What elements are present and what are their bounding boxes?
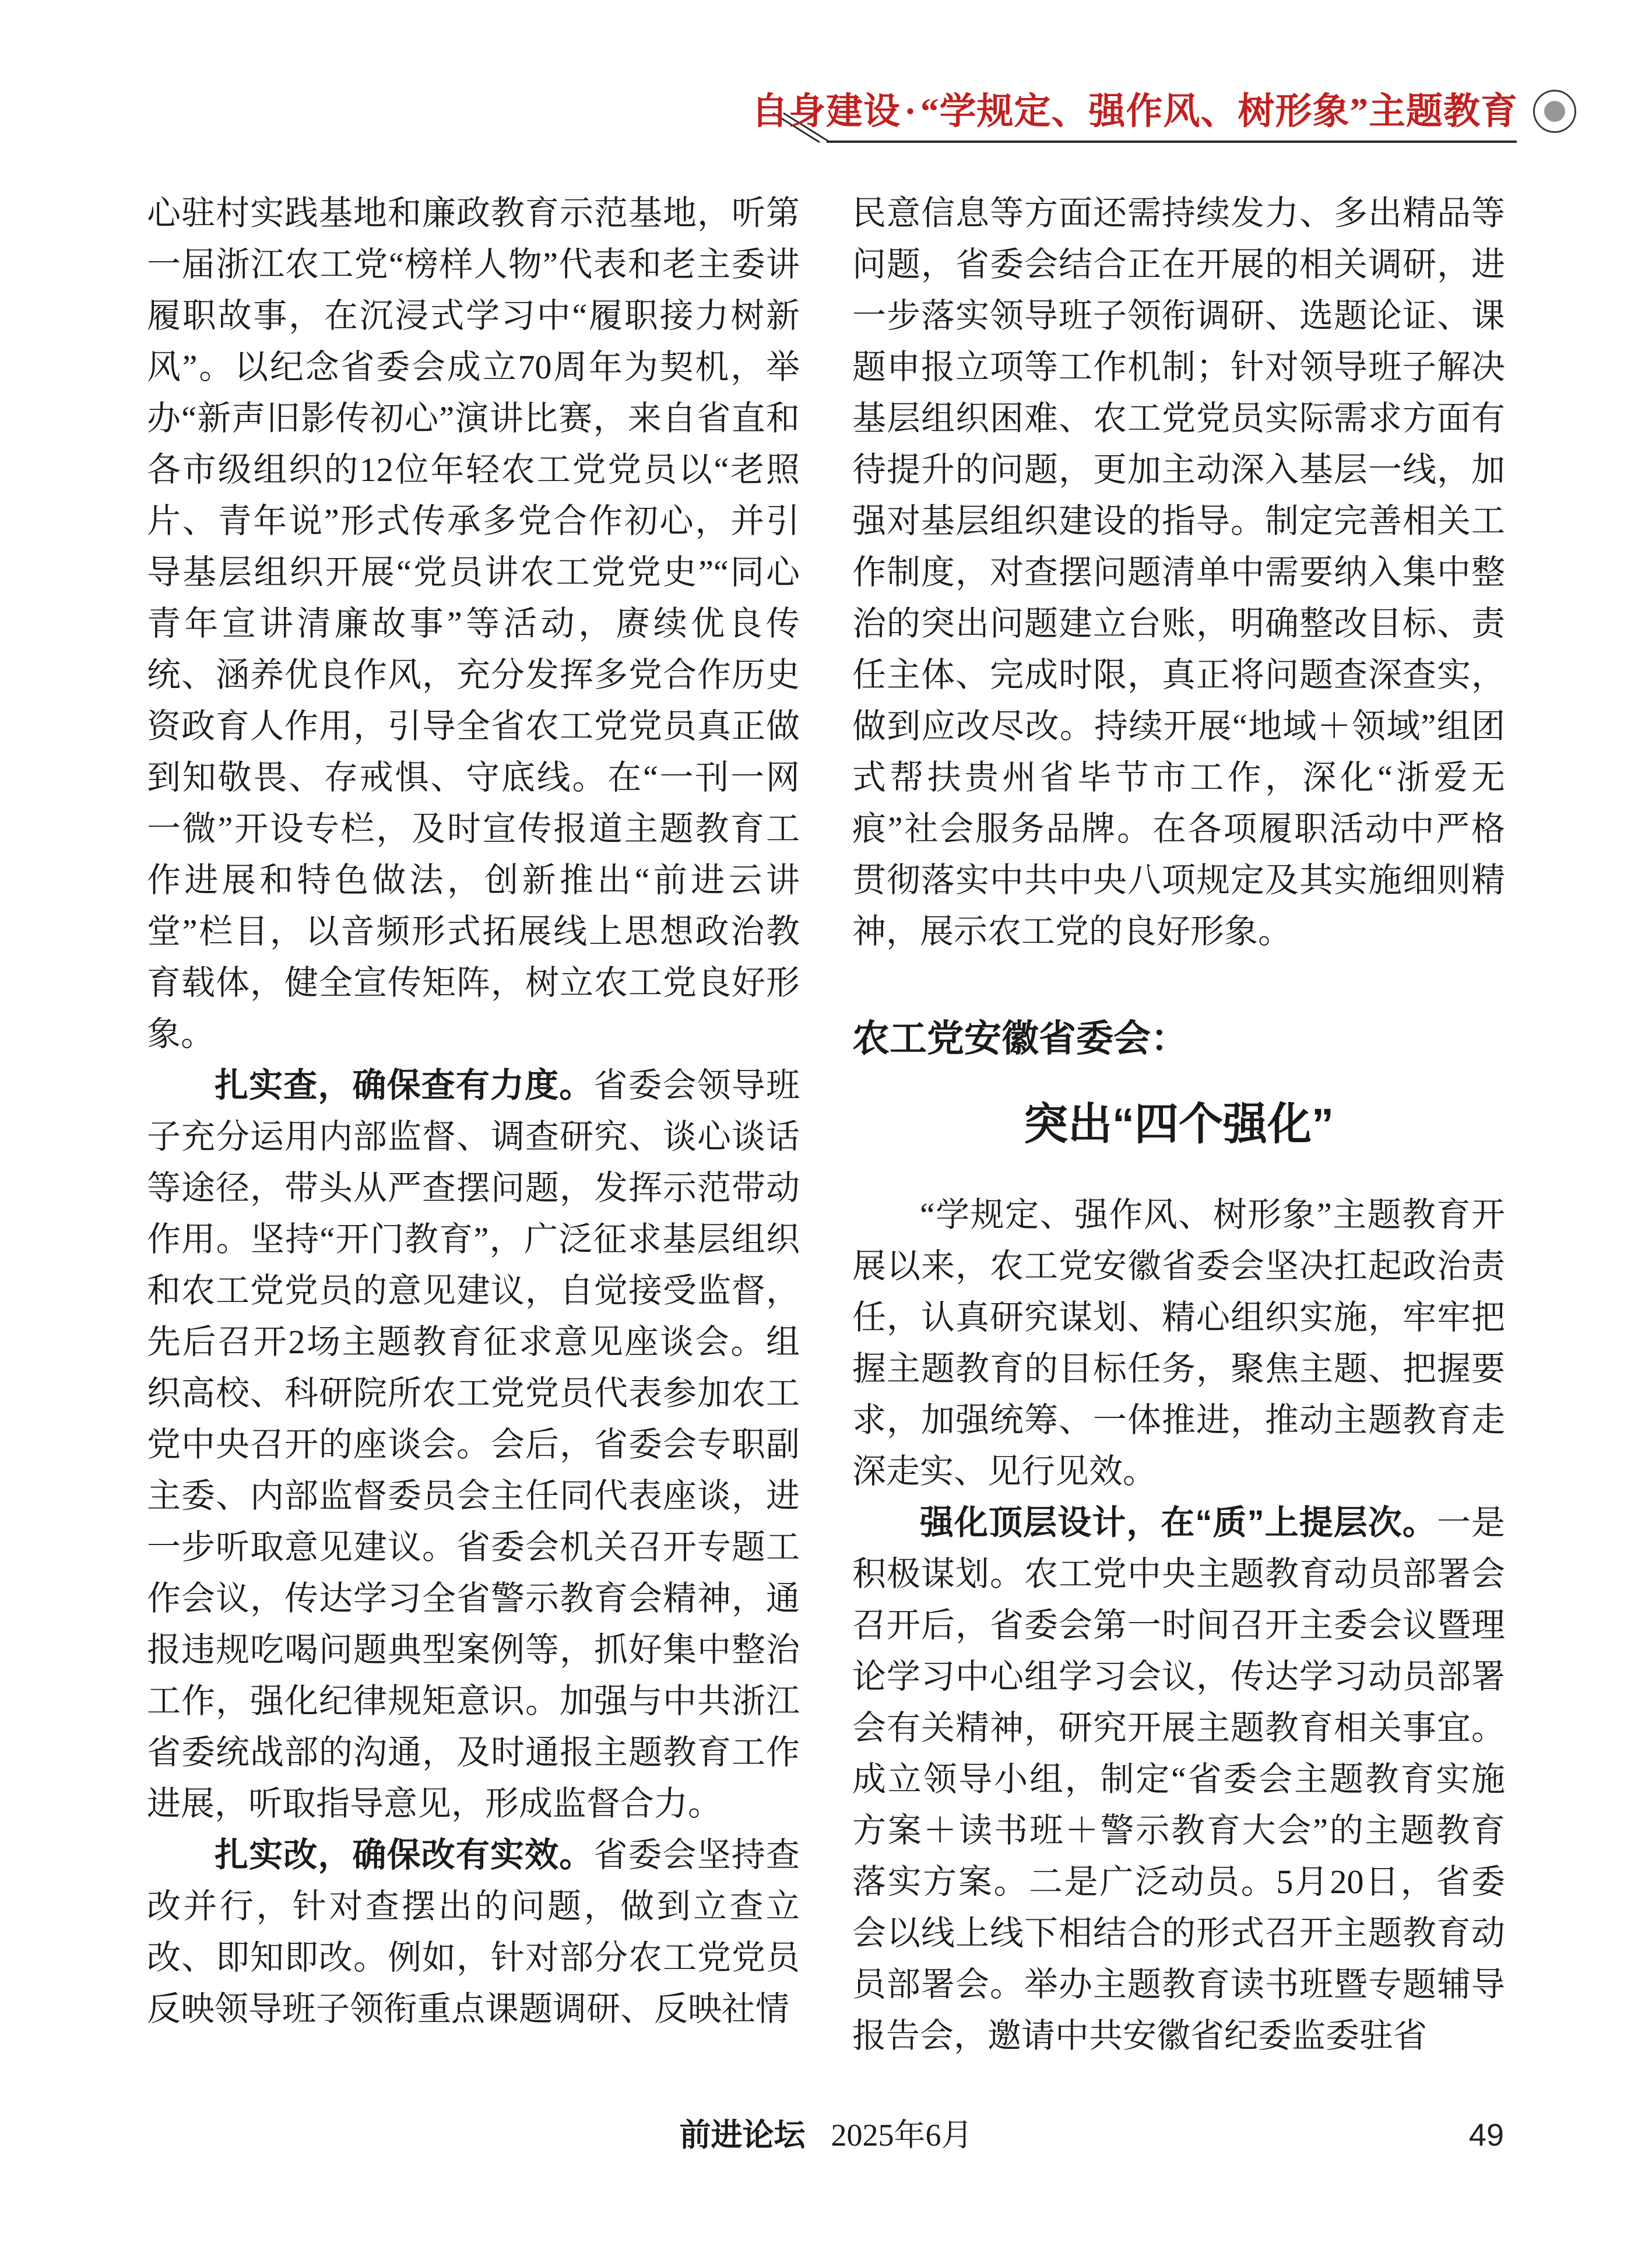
right-column [852, 188, 1505, 2062]
paragraph [147, 1830, 800, 2035]
article-kicker: 农工党安徽省委会： [852, 1017, 1188, 1059]
running-head [751, 86, 1576, 136]
left-column [147, 188, 800, 2035]
page-number: 49 [1468, 2118, 1504, 2153]
paragraph-continuation: 民意信息等方面还需持续发力、多出精品等问题，省委会结合正在开展的相关调研，进一步落实领导班子领衔调研、选题论证、课题申报立项等工作机制；针对领导班子解决基层组织困难、农工党党员实际需求方面有待提升的问题，更加主动深入基层一线，加强对基层组织建设的指导。制定完善相关工作制度，对查摆问题清单中需要纳入集中整治的突出问题建立台账，明确整改目标、责任主体、完成时限，真正将问题查深查实，做到应改尽改。持续开展“地域＋领域”组团式帮扶贵州省毕节市工作，深化“浙爱无痕”社会服务品牌。在各项履职活动中严格贯彻落实中共中央八项规定及其实施细则精神，展示农工党的良好形象。 [852, 194, 1505, 950]
paragraph: “学规定、强作风、树形象”主题教育开展以来，农工党安徽省委会坚决扛起政治责任，认真研究谋划、精心组织实施，牢牢把握主题教育的目标任务，聚焦主题、把握要求，加强统筹、一体推进，推动主题教育走深走实、见行见效。 [852, 1196, 1505, 1490]
paragraph-body: 一是积极谋划。农工党中央主题教育动员部署会召开后，省委会第一时间召开主委会议暨理论学习中心组学习会议，传达学习动员部署会有关精神，研究开展主题教育相关事宜。成立领导小组，制定“省委会主题教育实施方案＋读书班＋警示教育大会”的主题教育落实方案。二是广泛动员。5月20日，省委会以线上线下相结合的形式召开主题教育动员部署会。举办主题教育读书班暨专题辅导报告会，邀请中共安徽省纪委监委驻省 [852, 1504, 1505, 2055]
paragraph-body: 省委会坚持查改并行，针对查摆出的问题，做到立查立改、即知即改。例如，针对部分农工党党员反映领导班子领衔重点课题调研、反映社情 [147, 1836, 800, 2028]
section-label: 自身建设 [751, 91, 901, 132]
paragraph-lead: 强化顶层设计，在“质”上提层次。 [920, 1504, 1437, 1542]
journal-name: 前进论坛 [679, 2118, 806, 2153]
article-title: 突出“四个强化” [1024, 1100, 1334, 1149]
paragraph-body: 省委会领导班子充分运用内部监督、调查研究、谈心谈话等途径，带头从严查摆问题，发挥示范带动作用。坚持“开门教育”，广泛征求基层组织和农工党党员的意见建议，自觉接受监督，先后召开2场主题教育征求意见座谈会。组织高校、科研院所农工党党员代表参加农工党中央召开的座谈会。会后，省委会专职副主委、内部监督委员会主任同代表座谈，进一步听取意见建议。省委会机关召开专题工作会议，传达学习全省警示教育会精神，通报违规吃喝问题典型案例等，抓好集中整治工作，强化纪律规矩意识。加强与中共浙江省委统战部的沟通，及时通报主题教育工作进展，听取指导意见，形成监督合力。 [147, 1066, 800, 1823]
paragraph-lead: 扎实改，确保改有实效。 [215, 1836, 594, 1874]
separator-dot: · [904, 91, 917, 132]
ring-dot-icon [1533, 90, 1576, 133]
paragraph [852, 1497, 1505, 2062]
running-head-text [751, 86, 1518, 136]
paragraph-lead: 扎实查，确保查有力度。 [215, 1066, 594, 1104]
theme-label: “学规定、强作风、树形象”主题教育 [920, 91, 1518, 132]
footer-center [0, 2112, 1652, 2158]
paragraph-continuation: 心驻村实践基地和廉政教育示范基地，听第一届浙江农工党“榜样人物”代表和老主委讲履职故事，在沉浸式学习中“履职接力树新风”。以纪念省委会成立70周年为契机，举办“新声旧影传初心”演讲比赛，来自省直和各市级组织的12位年轻农工党党员以“老照片、青年说”形式传承多党合作初心，并引导基层组织开展“党员讲农工党党史”“同心青年宣讲清廉故事”等活动，赓续优良传统、涵养优良作风，充分发挥多党合作历史资政育人作用，引导全省农工党党员真正做到知敬畏、存戒惧、守底线。在“一刊一网一微”开设专栏，及时宣传报道主题教育工作进展和特色做法，创新推出“前进云讲堂”栏目，以音频形式拓展线上思想政治教育载体，健全宣传矩阵，树立农工党良好形象。 [147, 194, 800, 1053]
paragraph [147, 1060, 800, 1830]
page-footer [0, 2112, 1652, 2158]
issue-date: 2025年6月 [831, 2118, 973, 2153]
